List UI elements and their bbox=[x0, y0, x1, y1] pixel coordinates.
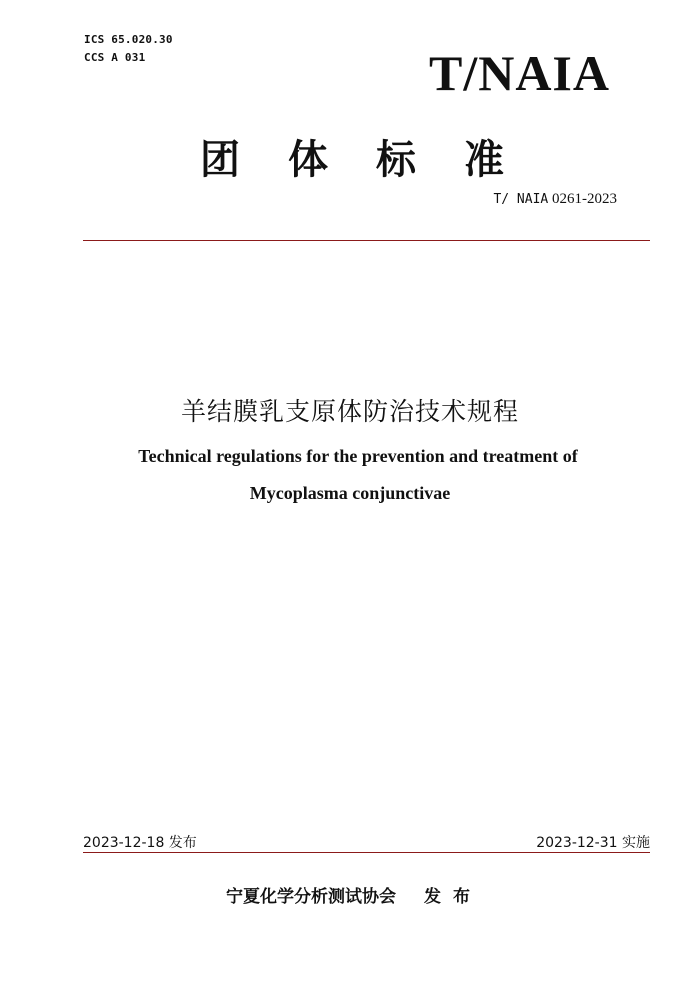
standard-logo: T/NAIA bbox=[428, 45, 610, 101]
publisher-action: 发布 bbox=[424, 887, 482, 907]
top-divider bbox=[83, 240, 650, 241]
standard-number bbox=[493, 191, 617, 208]
publisher-name: 宁夏化学分析测试协会 bbox=[226, 887, 396, 907]
title-english-line2: Mycoplasma conjunctivae bbox=[249, 483, 451, 503]
standard-type-heading: 团体标准 bbox=[200, 137, 552, 183]
ccs-code: CCS A 031 bbox=[84, 51, 146, 64]
ics-code: ICS 65.020.30 bbox=[84, 33, 173, 46]
publisher-line bbox=[226, 882, 482, 907]
bottom-divider bbox=[83, 852, 650, 853]
title-chinese: 羊结膜乳支原体防治技术规程 bbox=[180, 397, 519, 426]
implementation-date: 2023-12-31 实施 bbox=[536, 835, 650, 851]
release-date: 2023-12-18 发布 bbox=[83, 835, 197, 851]
standard-number-suffix: 0261-2023 bbox=[552, 191, 617, 207]
standard-number-prefix: T/ NAIA bbox=[493, 192, 549, 207]
title-english-line1: Technical regulations for the prevention and treatment of bbox=[138, 446, 578, 466]
